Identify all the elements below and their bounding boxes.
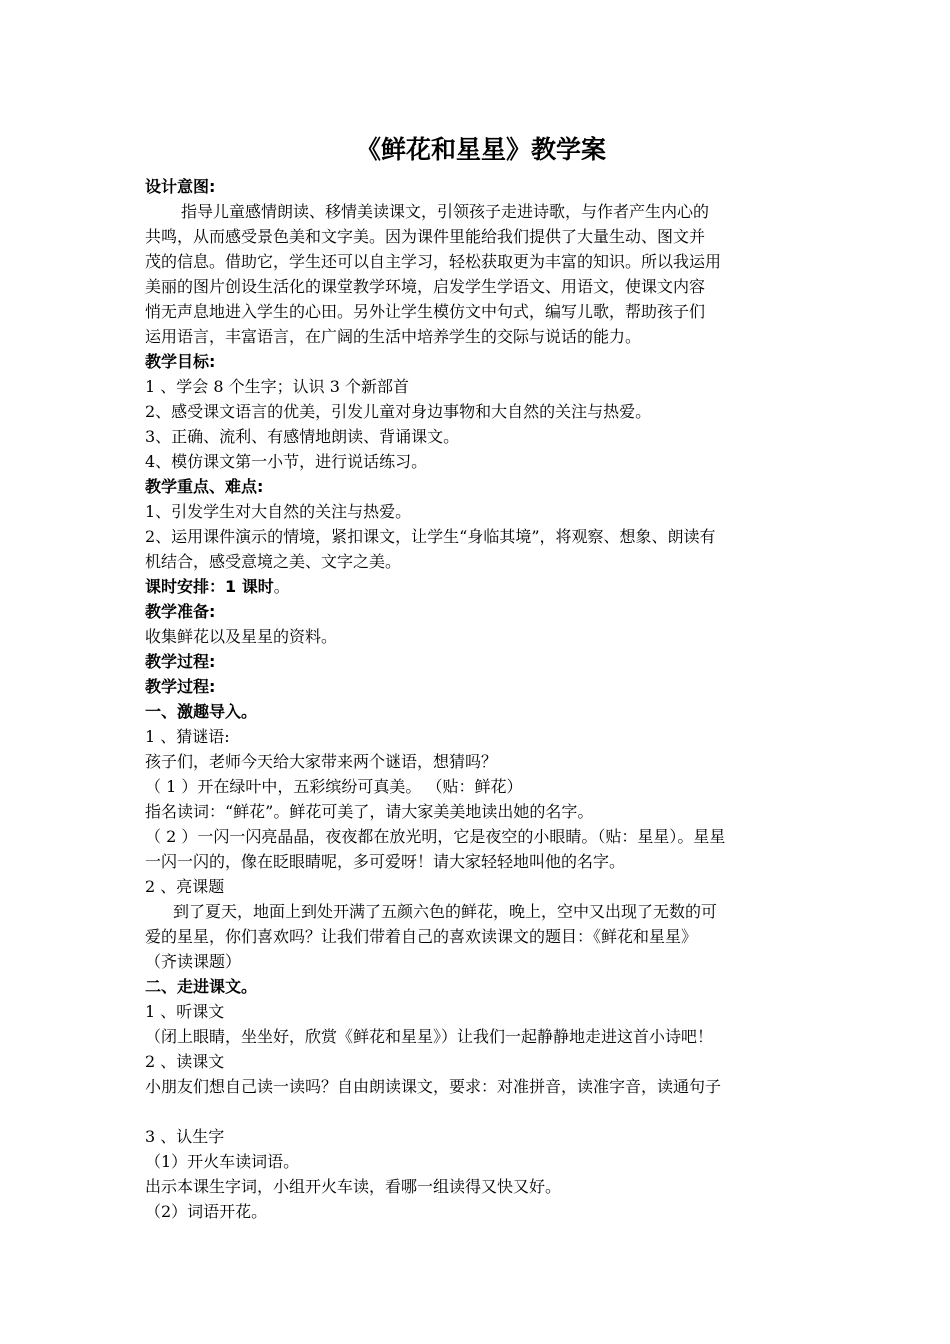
- preparation-text: 收集鲜花以及星星的资料。: [145, 627, 338, 646]
- schedule-tail: 。: [273, 577, 290, 596]
- document-title: 《鲜花和星星》教学案: [355, 135, 606, 164]
- section-line: 1 、猜谜语:: [145, 727, 230, 746]
- section-line: 出示本课生字词，小组开火车读，看哪一组读得又快又好。: [145, 1177, 562, 1196]
- blank-line: [145, 1099, 807, 1124]
- paragraph-line: 悄无声息地进入学生的心田。另外让学生模仿文中句式，编写儿歌，帮助孩子们: [145, 302, 706, 321]
- schedule-label: 课时安排：1 课时: [145, 577, 274, 596]
- process-heading: 教学过程:: [145, 652, 216, 671]
- section-line: （闭上眼睛，坐坐好，欣赏《鲜花和星星》）让我们一起静静地走进这首小诗吧！: [145, 1027, 714, 1046]
- section-line: （2）词语开花。: [145, 1202, 268, 1221]
- section-line: 小朋友们想自己读一读吗？自由朗读课文，要求：对准拼音，读准字音，读通句子: [145, 1077, 722, 1096]
- key-point-item: 机结合，感受意境之美、文字之美。: [145, 552, 402, 571]
- process-heading: 教学过程:: [145, 677, 216, 696]
- goal-item: 4、模仿课文第一小节，进行说话练习。: [145, 452, 428, 471]
- key-points-heading: 教学重点、难点:: [145, 477, 264, 496]
- key-point-item: 1、引发学生对大自然的关注与热爱。: [145, 502, 412, 521]
- goal-item: 2、感受课文语言的优美，引发儿童对身边事物和大自然的关注与热爱。: [145, 402, 652, 421]
- section-line: （1）开火车读词语。: [145, 1152, 300, 1171]
- section-line: 指名读词：“鲜花”。鲜花可美了，请大家美美地读出她的名字。: [145, 802, 594, 821]
- paragraph-line: 共鸣，从而感受景色美和文字美。因为课件里能给我们提供了大量生动、图文并: [145, 227, 706, 246]
- paragraph-line: 指导儿童感情朗读、移情美读课文，引领孩子走进诗歌，与作者产生内心的: [181, 202, 710, 221]
- section-heading: 一、激趣导入。: [145, 702, 258, 721]
- section-line: （ 2 ）一闪一闪亮晶晶，夜夜都在放光明，它是夜空的小眼睛。（贴：星星）。星星: [145, 827, 726, 846]
- section-heading: 二、走进课文。: [145, 977, 258, 996]
- section-line: 2 、读课文: [145, 1052, 225, 1071]
- teaching-goals-heading: 教学目标:: [145, 352, 216, 371]
- section-line: （ 1 ）开在绿叶中，五彩缤纷可真美。 （贴：鲜花）: [145, 777, 523, 796]
- section-line: 1 、听课文: [145, 1002, 225, 1021]
- goal-item: 1 、学会 8 个生字；认识 3 个新部首: [145, 377, 409, 396]
- schedule-line: [145, 574, 807, 599]
- goal-item: 3、正确、流利、有感情地朗读、背诵课文。: [145, 427, 460, 446]
- paragraph-line: 到了夏天，地面上到处开满了五颜六色的鲜花，晚上，空中又出现了无数的可: [173, 902, 718, 921]
- section-line: 一闪一闪的，像在眨眼睛呢，多可爱呀！请大家轻轻地叫他的名字。: [145, 852, 626, 871]
- paragraph-line: 爱的星星，你们喜欢吗？让我们带着自己的喜欢读课文的题目：《鲜花和星星》: [145, 927, 698, 946]
- preparation-heading: 教学准备:: [145, 602, 216, 621]
- paragraph-line: （齐读课题）: [145, 952, 242, 971]
- key-point-item: 2、运用课件演示的情境，紧扣课文，让学生“身临其境”，将观察、想象、朗读有: [145, 527, 716, 546]
- paragraph-line: 茂的信息。借助它，学生还可以自主学习，轻松获取更为丰富的知识。所以我运用: [145, 252, 722, 271]
- section-line: 2 、亮课题: [145, 877, 225, 896]
- design-intent-heading: 设计意图:: [145, 177, 216, 196]
- section-line: 3 、认生字: [145, 1127, 225, 1146]
- paragraph-line: 运用语言，丰富语言，在广阔的生活中培养学生的交际与说话的能力。: [145, 327, 642, 346]
- paragraph-line: 美丽的图片创设生活化的课堂教学环境，启发学生学语文、用语文，使课文内容: [145, 277, 706, 296]
- section-line: 孩子们，老师今天给大家带来两个谜语，想猜吗？: [145, 752, 498, 771]
